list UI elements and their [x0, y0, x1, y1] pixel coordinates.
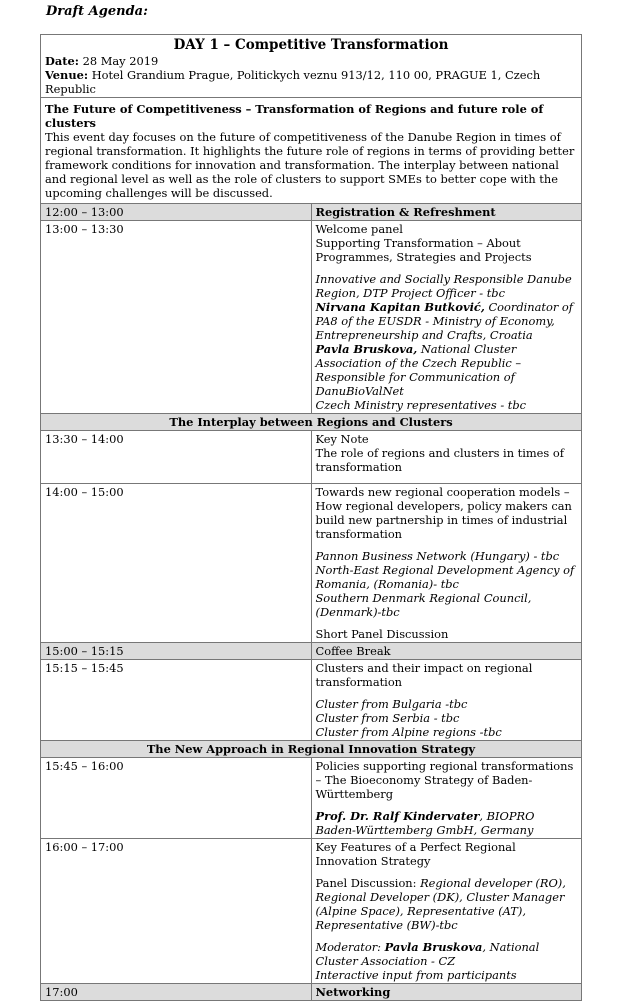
speaker-line: Cluster from Bulgaria -tbc	[315, 697, 468, 711]
speaker-line: Czech Ministry representatives - tbc	[315, 398, 527, 412]
time-cell: 12:00 – 13:00	[41, 204, 312, 221]
date-line	[45, 54, 577, 68]
agenda-row-cooperation-models	[41, 484, 582, 643]
date-label: Date:	[45, 54, 79, 68]
section-header-row	[41, 414, 582, 431]
venue-label: Venue:	[45, 68, 89, 82]
time-cell: 15:15 – 15:45	[41, 660, 312, 741]
day-header-row	[41, 35, 582, 98]
session-cell	[311, 431, 582, 484]
session-subtitle: The role of regions and clusters in times of transformation	[315, 446, 564, 474]
time-cell: 15:45 – 16:00	[41, 758, 312, 839]
intro-cell	[41, 98, 582, 204]
time-cell: 16:00 – 17:00	[41, 839, 312, 984]
session-title: Coffee Break	[311, 643, 582, 660]
session-cell	[311, 839, 582, 984]
moderator-affiliation: , National Cluster Association - CZ	[315, 940, 540, 968]
speaker-affiliation: Coordinator of PA8 of the EUSDR - Ministry of Economy, Entrepreneurship and Crafts, Croatia	[315, 300, 573, 342]
agenda-row-registration	[41, 204, 582, 221]
agenda-row-networking	[41, 984, 582, 1001]
agenda-row-coffee-break	[41, 643, 582, 660]
agenda-row-bioeconomy	[41, 758, 582, 839]
time-cell: 14:00 – 15:00	[41, 484, 312, 643]
speaker-line: Cluster from Alpine regions -tbc	[315, 725, 502, 739]
panel-discussion-line	[316, 876, 578, 932]
draft-agenda-label: Draft Agenda:	[46, 4, 148, 19]
agenda-row-welcome	[41, 221, 582, 414]
day-title: DAY 1 – Competitive Transformation	[173, 37, 449, 53]
session-subtitle: Supporting Transformation – About Programmes, Strategies and Projects	[315, 236, 532, 264]
date-value: 28 May 2019	[82, 54, 159, 68]
speaker-line	[316, 809, 578, 837]
session-title: Clusters and their impact on regional transformation	[315, 661, 533, 689]
speaker-name: Nirvana Kapitan Butković,	[315, 300, 485, 314]
agenda-row-keynote	[41, 431, 582, 484]
speaker-affiliation: National Cluster Association of the Czech Republic – Responsible for Communication of DanuBioValNet	[315, 342, 522, 398]
session-title: Welcome panel	[315, 222, 403, 236]
moderator-name: Pavla Bruskova	[384, 940, 483, 954]
agenda-row-clusters-impact	[41, 660, 582, 741]
section-header-row	[41, 741, 582, 758]
intro-row	[41, 98, 582, 204]
intro-text: This event day focuses on the future of competitiveness of the Danube Region in times of regional transformation. It highlights the future role of regions in terms of providing better framework conditions for innovation and transformation. The interplay between national and regional level as well as the role of clusters to support SMEs to better cope with the upcoming challenges will be discussed.	[45, 130, 575, 200]
speaker-line: Southern Denmark Regional Council, (Denmark)-tbc	[315, 591, 532, 619]
section-title: The New Approach in Regional Innovation Strategy	[41, 741, 582, 758]
moderator-label: Moderator:	[315, 940, 385, 954]
speaker-affiliation: , BIOPRO Baden-Württemberg GmbH, Germany	[315, 809, 535, 837]
time-cell: 13:30 – 14:00	[41, 431, 312, 484]
section-title: The Interplay between Regions and Clusters	[41, 414, 582, 431]
venue-value: Hotel Grandium Prague, Politickych veznu 913/12, 110 00, PRAGUE 1, Czech Republic	[45, 68, 541, 96]
session-title: Key Features of a Perfect Regional Innovation Strategy	[315, 840, 516, 868]
time-cell: 13:00 – 13:30	[41, 221, 312, 414]
speaker-name: Prof. Dr. Ralf Kindervater	[315, 809, 480, 823]
speaker-name: Pavla Bruskova,	[315, 342, 418, 356]
session-note: Interactive input from participants	[315, 968, 517, 982]
session-cell	[311, 758, 582, 839]
speaker-line	[316, 300, 578, 342]
session-note: Short Panel Discussion	[315, 627, 449, 641]
time-cell: 15:00 – 15:15	[41, 643, 312, 660]
agenda-row-key-features	[41, 839, 582, 984]
time-cell: 17:00	[41, 984, 312, 1001]
day-header-cell	[41, 35, 582, 98]
speaker-line: North-East Regional Development Agency of Romania, (Romania)- tbc	[315, 563, 575, 591]
panel-participants: Regional developer (RO), Regional Developer (DK), Cluster Manager (Alpine Space), Representative (AT), Representative (BW)-tbc	[315, 876, 566, 932]
speaker-line	[316, 342, 578, 398]
panel-label: Panel Discussion:	[315, 876, 421, 890]
moderator-line	[316, 940, 578, 968]
session-cell	[311, 221, 582, 414]
speaker-line: Cluster from Serbia - tbc	[315, 711, 460, 725]
speaker-line: Pannon Business Network (Hungary) - tbc	[315, 549, 560, 563]
session-title: Networking	[311, 984, 582, 1001]
speaker-line: Innovative and Socially Responsible Danube Region, DTP Project Officer - tbc	[315, 272, 572, 300]
session-cell	[311, 484, 582, 643]
intro-heading: The Future of Competitiveness – Transformation of Regions and future role of clusters	[45, 102, 544, 130]
session-title: Towards new regional cooperation models – How regional developers, policy makers can build new partnership in times of industrial transformation	[315, 485, 572, 541]
session-title: Registration & Refreshment	[311, 204, 582, 221]
session-title: Key Note	[315, 432, 369, 446]
session-title: Policies supporting regional transformations – The Bioeconomy Strategy of Baden-Württemberg	[315, 759, 574, 801]
session-cell	[311, 660, 582, 741]
agenda-table	[40, 34, 582, 1001]
venue-line	[45, 68, 577, 96]
